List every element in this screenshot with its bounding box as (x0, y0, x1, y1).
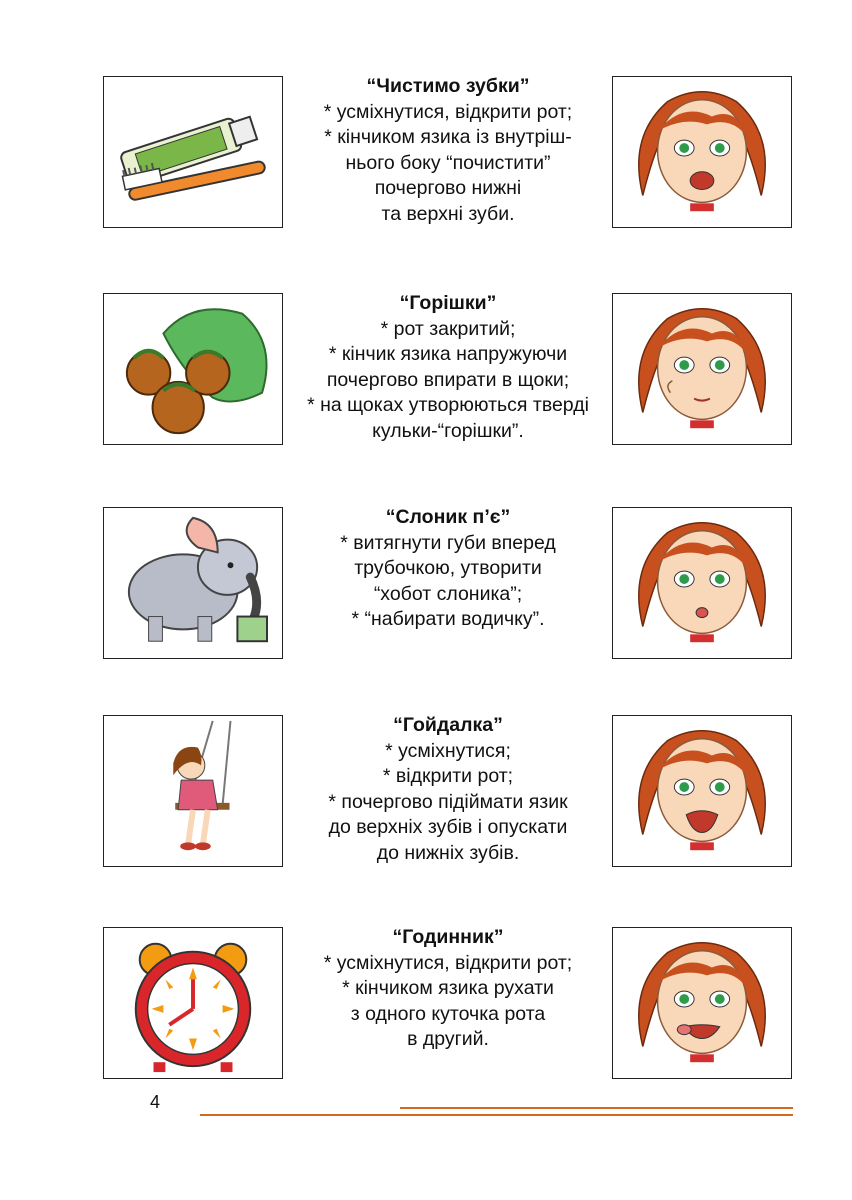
hazelnuts-illustration (103, 293, 283, 445)
exercise-row-2 (0, 293, 852, 445)
footer-rule-top (400, 1107, 793, 1109)
exercise-title: “Горішки” (399, 292, 497, 314)
instruction-line: * почергово підіймати язик (328, 790, 568, 813)
exercise-title: “Чистимо зубки” (366, 75, 530, 97)
exercise-text (288, 74, 608, 228)
instruction-line: почергово впирати в щоки; (326, 368, 570, 391)
girl-face-cheek-bulge (612, 293, 792, 445)
instruction-line: * усміхнутися, відкрити рот; (323, 951, 573, 974)
alarm-clock-illustration (103, 927, 283, 1079)
exercise-text (288, 291, 608, 445)
instruction-line: * кінчиком язика рухати (342, 977, 554, 1000)
instruction-line: * витягнути губи вперед (340, 531, 556, 554)
instruction-line: в другий. (407, 1028, 489, 1051)
exercise-row-5 (0, 927, 852, 1079)
exercise-row-3 (0, 507, 852, 659)
instruction-line: до нижніх зубів. (376, 841, 520, 864)
exercise-title: “Гойдалка” (393, 714, 503, 736)
girl-face-tongue-up (612, 715, 792, 867)
instruction-line: до верхніх зубів і опускати (328, 816, 568, 839)
instruction-line: * рот закритий; (380, 317, 516, 340)
girl-on-swing-illustration (103, 715, 283, 867)
exercise-text (288, 713, 608, 867)
instruction-line: * кінчик язика напружуючи (328, 343, 568, 366)
toothpaste-toothbrush-illustration (103, 76, 283, 228)
footer-rule-bottom (200, 1114, 793, 1116)
instruction-line: * усміхнутися, відкрити рот; (323, 100, 573, 123)
instruction-line: * “набирати водичку”. (351, 608, 545, 631)
instruction-line: з одного куточка рота (350, 1002, 546, 1025)
exercise-text (288, 505, 608, 633)
exercise-text (288, 925, 608, 1053)
instruction-line: кульки-“горішки”. (372, 419, 524, 442)
exercise-title: “Слоник п’є” (385, 506, 511, 528)
instruction-line: * усміхнутися; (385, 739, 511, 762)
exercise-title: “Годинник” (392, 926, 504, 948)
girl-face-smiling-open-mouth (612, 76, 792, 228)
exercise-row-4 (0, 715, 852, 867)
girl-face-tongue-side (612, 927, 792, 1079)
instruction-line: * відкрити рот; (382, 765, 514, 788)
elephant-illustration (103, 507, 283, 659)
exercise-row-1 (0, 76, 852, 228)
instruction-line: * на щоках утворюються тверді (307, 394, 589, 417)
girl-face-lips-pursed (612, 507, 792, 659)
page-number: 4 (150, 1092, 161, 1112)
instruction-line: почергово нижні (374, 177, 522, 200)
instruction-line: “хобот слоника”; (373, 582, 523, 605)
instruction-line: та верхні зуби. (381, 202, 515, 225)
instruction-line: нього боку “почистити” (345, 151, 551, 174)
instruction-line: трубочкою, утворити (354, 557, 542, 580)
instruction-line: * кінчиком язика із внутріш- (324, 126, 572, 149)
